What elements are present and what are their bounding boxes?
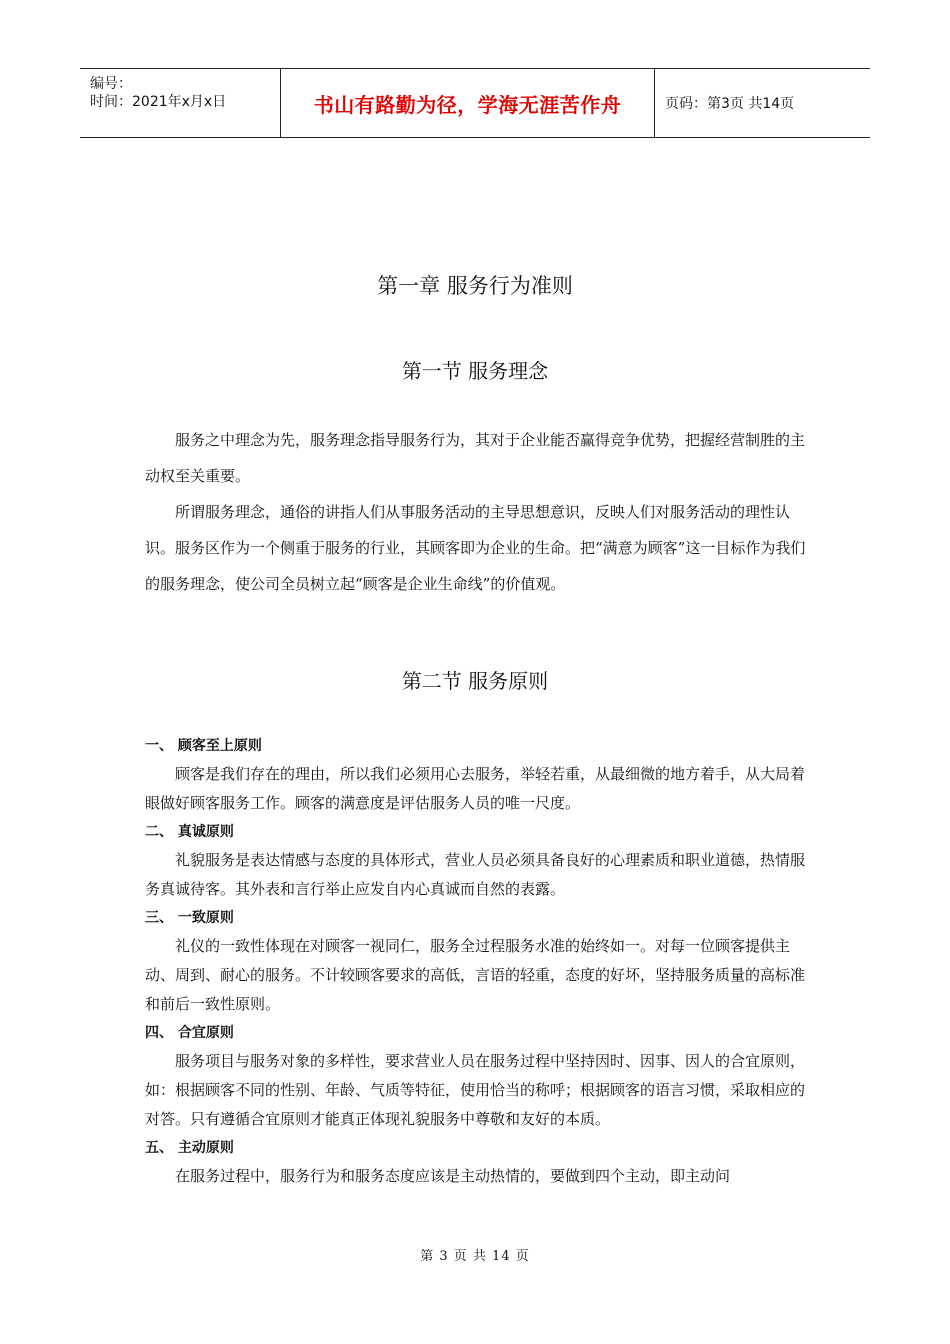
- page-footer: 第 3 页 共 14 页: [420, 1249, 530, 1264]
- header-meta: [80, 69, 281, 137]
- principle-item: [145, 1134, 810, 1191]
- principle-heading: 三、 一致原则: [145, 910, 234, 926]
- chapter-title: 第一章 服务行为准则: [377, 274, 573, 298]
- document-number-label: 编号：: [90, 76, 132, 92]
- principle-text: 服务项目与服务对象的多样性，要求营业人员在服务过程中坚持因时、因事、因人的合宜原则，如：根据顾客不同的性别、年龄、气质等特征，使用恰当的称呼；根据顾客的语言习惯，采取相应的对答。只有遵循合宜原则才能真正体现礼貌服务中尊敬和友好的本质。: [145, 1052, 806, 1128]
- principle-heading: 一、 顾客至上原则: [145, 738, 262, 754]
- page-header: [80, 68, 870, 138]
- principle-item: [145, 818, 810, 904]
- principle-heading: 四、 合宜原则: [145, 1025, 234, 1041]
- principle-heading: 二、 真诚原则: [145, 824, 234, 840]
- header-motto-cell: [281, 69, 655, 137]
- principle-item: [145, 904, 810, 1019]
- section-2-title: 第二节 服务原则: [401, 669, 549, 693]
- section-1-title: 第一节 服务理念: [401, 359, 549, 383]
- document-time-label: 时间：2021年x月x日: [90, 94, 227, 110]
- principle-item: [145, 732, 810, 818]
- principle-text: 礼貌服务是表达情感与态度的具体形式，营业人员必须具备良好的心理素质和职业道德，热情服务真诚待客。其外表和言行举止应发自内心真诚而自然的表露。: [145, 851, 806, 898]
- principle-text: 顾客是我们存在的理由，所以我们必须用心去服务，举轻若重，从最细微的地方着手，从大局着眼做好顾客服务工作。顾客的满意度是评估服务人员的唯一尺度。: [145, 765, 806, 812]
- section-1-body: [145, 422, 810, 602]
- principle-text: 礼仪的一致性体现在对顾客一视同仁，服务全过程服务水准的始终如一。对每一位顾客提供主动、周到、耐心的服务。不计较顾客要求的高低，言语的轻重，态度的好坏，坚持服务质量的高标准和前后一致性原则。: [145, 937, 806, 1013]
- paragraph: 服务之中理念为先，服务理念指导服务行为，其对于企业能否赢得竞争优势，把握经营制胜的主动权至关重要。: [145, 431, 806, 485]
- paragraph: 所谓服务理念，通俗的讲指人们从事服务活动的主导思想意识，反映人们对服务活动的理性认识。服务区作为一个侧重于服务的行业，其顾客即为企业的生命。把“满意为顾客”这一目标作为我们的服务理念，使公司全员树立起“顾客是企业生命线”的价值观。: [145, 503, 806, 593]
- principle-item: [145, 1019, 810, 1134]
- principles-list: [145, 732, 810, 1191]
- header-motto: 书山有路勤为径，学海无涯苦作舟: [313, 92, 622, 117]
- principle-text: 在服务过程中，服务行为和服务态度应该是主动热情的，要做到四个主动，即主动问: [175, 1167, 731, 1185]
- header-page-info: 页码：第3页 共14页: [665, 96, 795, 112]
- principle-heading: 五、 主动原则: [145, 1140, 234, 1156]
